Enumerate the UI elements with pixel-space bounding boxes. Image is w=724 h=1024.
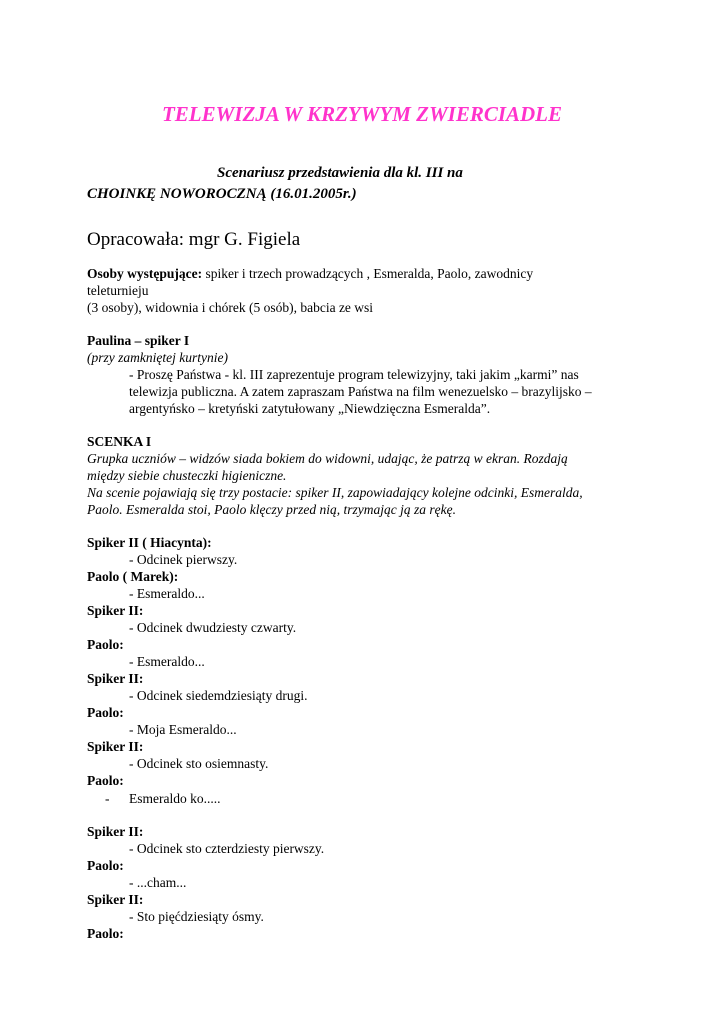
dialogue-line: - Odcinek pierwszy. <box>129 552 238 567</box>
speaker-name: Spiker II: <box>87 671 144 686</box>
dialogue-line: - Esmeraldo... <box>129 586 205 601</box>
scene-description: Paolo. Esmeralda stoi, Paolo klęczy przed nią, trzymając ją za rękę. <box>87 502 456 517</box>
cast-text: spiker i trzech prowadzących , Esmeralda, Paolo, zawodnicy <box>202 266 534 281</box>
speaker-name: Paolo: <box>87 858 124 873</box>
cast-line <box>87 265 533 282</box>
speaker-name: Paolo: <box>87 637 124 652</box>
cast-label: Osoby występujące: <box>87 266 203 281</box>
speech-line: argentyńsko – kretyński zatytułowany „Niewdzięczna Esmeralda”. <box>129 401 491 416</box>
speaker-name: Paolo: <box>87 773 124 788</box>
dialogue-line: - ...cham... <box>129 875 187 890</box>
speaker-name: Spiker II: <box>87 892 144 907</box>
dialogue-line: - Esmeraldo... <box>129 654 205 669</box>
speech-line: telewizja publiczna. A zatem zapraszam Państwa na film wenezuelsko – brazylijsko – <box>129 384 592 399</box>
speaker-name: Spiker II: <box>87 603 144 618</box>
subtitle-line-2: CHOINKĘ NOWOROCZNĄ (16.01.2005r.) <box>87 186 357 202</box>
dialogue-line: - Sto pięćdziesiąty ósmy. <box>129 909 264 924</box>
speaker-name: Paolo: <box>87 926 124 941</box>
subtitle-line-1: Scenariusz przedstawienia dla kl. III na <box>217 165 463 181</box>
cast-line: (3 osoby), widownia i chórek (5 osób), babcia ze wsi <box>87 300 374 315</box>
scene-heading: SCENKA I <box>87 434 152 449</box>
scene-description: między siebie chusteczki higieniczne. <box>87 468 287 483</box>
cast-line: teleturnieju <box>87 283 149 298</box>
scene-description: Na scenie pojawiają się trzy postacie: spiker II, zapowiadający kolejne odcinki, Esmeralda, <box>87 485 583 500</box>
dialogue-line: - Moja Esmeraldo... <box>129 722 237 737</box>
speaker-name: Spiker II: <box>87 739 144 754</box>
dialogue-line: - Odcinek dwudziesty czwarty. <box>129 620 297 635</box>
dialogue-line: - Odcinek sto osiemnasty. <box>129 756 269 771</box>
dialogue-line: - Odcinek siedemdziesiąty drugi. <box>129 688 308 703</box>
speech-line: - Proszę Państwa - kl. III zaprezentuje program telewizyjny, taki jakim „karmi” nas <box>129 367 579 382</box>
speaker-name: Paolo: <box>87 705 124 720</box>
scene-description: Grupka uczniów – widzów siada bokiem do widowni, udając, że patrzą w ekran. Rozdają <box>87 451 568 466</box>
speaker-name: Paulina – spiker I <box>87 333 190 348</box>
speaker-name: Spiker II: <box>87 824 144 839</box>
stage-direction: (przy zamkniętej kurtynie) <box>87 350 228 365</box>
speaker-name: Spiker II ( Hiacynta): <box>87 535 212 550</box>
author-line: Opracowała: mgr G. Figiela <box>87 229 301 250</box>
speaker-name: Paolo ( Marek): <box>87 569 179 584</box>
list-dash: - <box>105 791 110 806</box>
dialogue-line: Esmeraldo ko..... <box>129 791 221 806</box>
dialogue-line: - Odcinek sto czterdziesty pierwszy. <box>129 841 325 856</box>
document-title: TELEWIZJA W KRZYWYM ZWIERCIADLE <box>161 102 563 126</box>
